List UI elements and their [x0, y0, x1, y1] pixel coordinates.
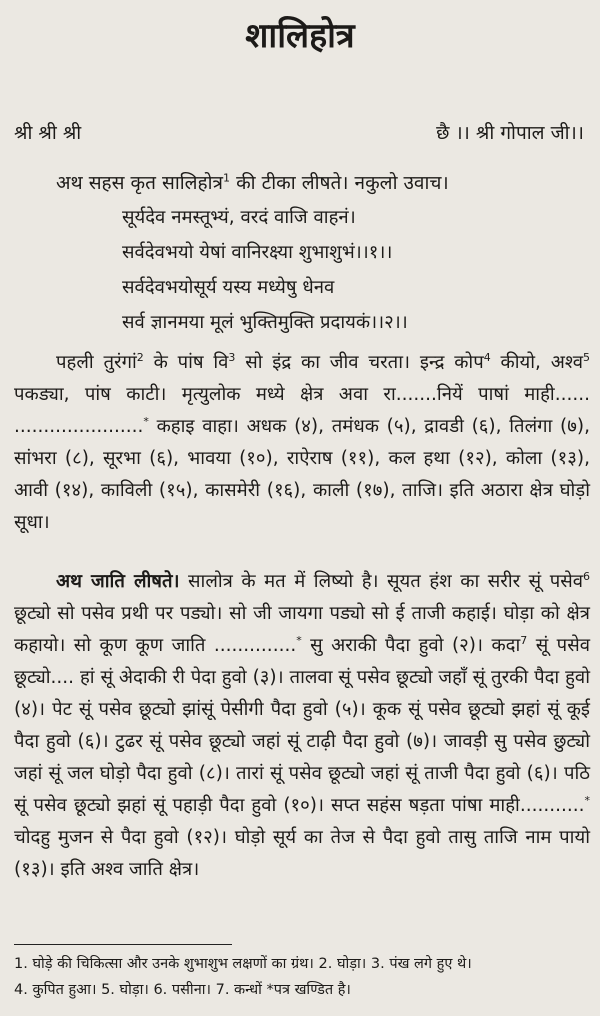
text-run: पहली तुरंगां — [56, 352, 137, 373]
intro-text: अथ सहस कृत सालिहोत्र — [56, 172, 224, 194]
paragraph-regions — [14, 347, 590, 539]
page-title: शालिहोत्र — [245, 16, 355, 56]
text-run: सु अराकी पैदा हुवो (२)। कदा — [301, 635, 521, 656]
text-run: के पांष वि — [143, 352, 229, 373]
verse-line: सर्वदेवभयोसूर्य यस्य मध्येषु धेनव — [122, 277, 335, 298]
text-run: चोदहु मुजन से पैदा हुवो (१२)। घोड़ो सूर्य का तेज से पैदा हुवो तासु ताजि नाम पायो (१३)। इति अश्व जाति क्षेत्र। — [14, 827, 590, 880]
footnote-ref: 1 — [223, 171, 231, 185]
intro-text-continued: की टीका लीषते। नकुलो उवाच। — [230, 172, 449, 194]
intro-line — [56, 170, 449, 196]
verse-line: सर्व ज्ञानमया मूलं भुक्तिमुक्ति प्रदायकं।।२।। — [122, 312, 408, 333]
text-run: सालोत्र के मत में लिष्यो है। सूयत हंश का सरीर सूं पसेव — [179, 571, 583, 592]
text-run: छूट्यो सो पसेव प्रथी पर पड्यो। सो जी जायगा पड्यो सो ई ताजी कहाई। घोड़ा को क्षेत्र कहायो। सो कूण कूण जाति .............. — [14, 603, 590, 656]
footnote-ref: 3 — [228, 350, 236, 364]
invocation-left: श्री श्री श्री — [14, 122, 82, 144]
verse-line: सर्वदेवभयो येषां वानिरक्ष्या शुभाशुभं।।१।। — [122, 242, 393, 263]
paragraph-horse-breeds — [14, 566, 590, 886]
text-run: सूं पसेव छूट्यो.... हां सूं अेदाकी री पेदा हुवो (३)। तालवा सूं पसेव छूट्यो जहाँ सूं तुरकी पैदा हुवो (४)। पेट सूं पसेव छूट्यो झांसूं पेसीगी पैदा हुवो (५)। कूक सूं पसेव छूट्यो झहां सूं कूई पैदा हुवो (६)। टुढर सूं पसेव छूट्यो जहां सूं टाढ़ी पैदा हुवो (७)। जावड़ी सु पसेव छुट्यो जहां सूं जल घोड़ो पैदा हुवो (८)। तारां सूं पसेव छूट्यो जहां सूं ताजी पैदा हुवो (६)। पठि सूं पसेव छूट्यो झहां सूं पहाड़ी पैदा हुवो (१०)। सप्त सहंस षड़ता पांषा माही........... — [14, 635, 590, 816]
footnote-ref: * — [296, 633, 302, 647]
invocation-right: छै ।। श्री गोपाल जी।। — [436, 122, 584, 144]
footnote-ref: 6 — [583, 569, 590, 583]
footnote-ref: * — [143, 414, 149, 428]
footnote-ref: 5 — [583, 350, 590, 364]
footnote-divider — [14, 944, 232, 945]
text-run: सो इंद्र का जीव चरता। इन्द्र कोप — [235, 352, 484, 373]
text-run: कीयो, अश्व — [490, 352, 583, 373]
footnote-ref: 2 — [136, 350, 144, 364]
footnote-ref: 7 — [520, 633, 528, 647]
section-heading: अथ जाति लीषते। — [56, 571, 180, 592]
verse-line: सूर्यदेव नमस्तूभ्यं, वरदं वाजि वाहनं। — [122, 207, 356, 228]
footnote-ref: * — [584, 793, 590, 807]
footnote-line: 4. कुपित हुआ। 5. घोड़ा। 6. पसीना। 7. कन्धों *पत्र खण्डित है। — [14, 982, 351, 998]
footnote-ref: 4 — [483, 350, 491, 364]
text-run: कहाइ वाहा। अधक (४), तमंधक (५), द्रावडी (६), तिलंगा (७), सांभरा (८), सूरभा (६), भावया (१०), राऐराष (११), कल हथा (१२), कोला (१३), आवी (१४), काविली (१५), कासमेरी (१६), काली (१७), ताजि। इति अठारा क्षेत्र घोड़ो सूधा। — [14, 416, 590, 533]
footnote-line: 1. घोड़े की चिकित्सा और उनके शुभाशुभ लक्षणों का ग्रंथ। 2. घोड़ा। 3. पंख लगे हुए थे। — [14, 956, 472, 972]
text-run: पकड्या, पांष काटी। मृत्युलोक मध्ये क्षेत्र अवा रा.......नियें पाषां माही...... ...................... — [14, 384, 590, 437]
